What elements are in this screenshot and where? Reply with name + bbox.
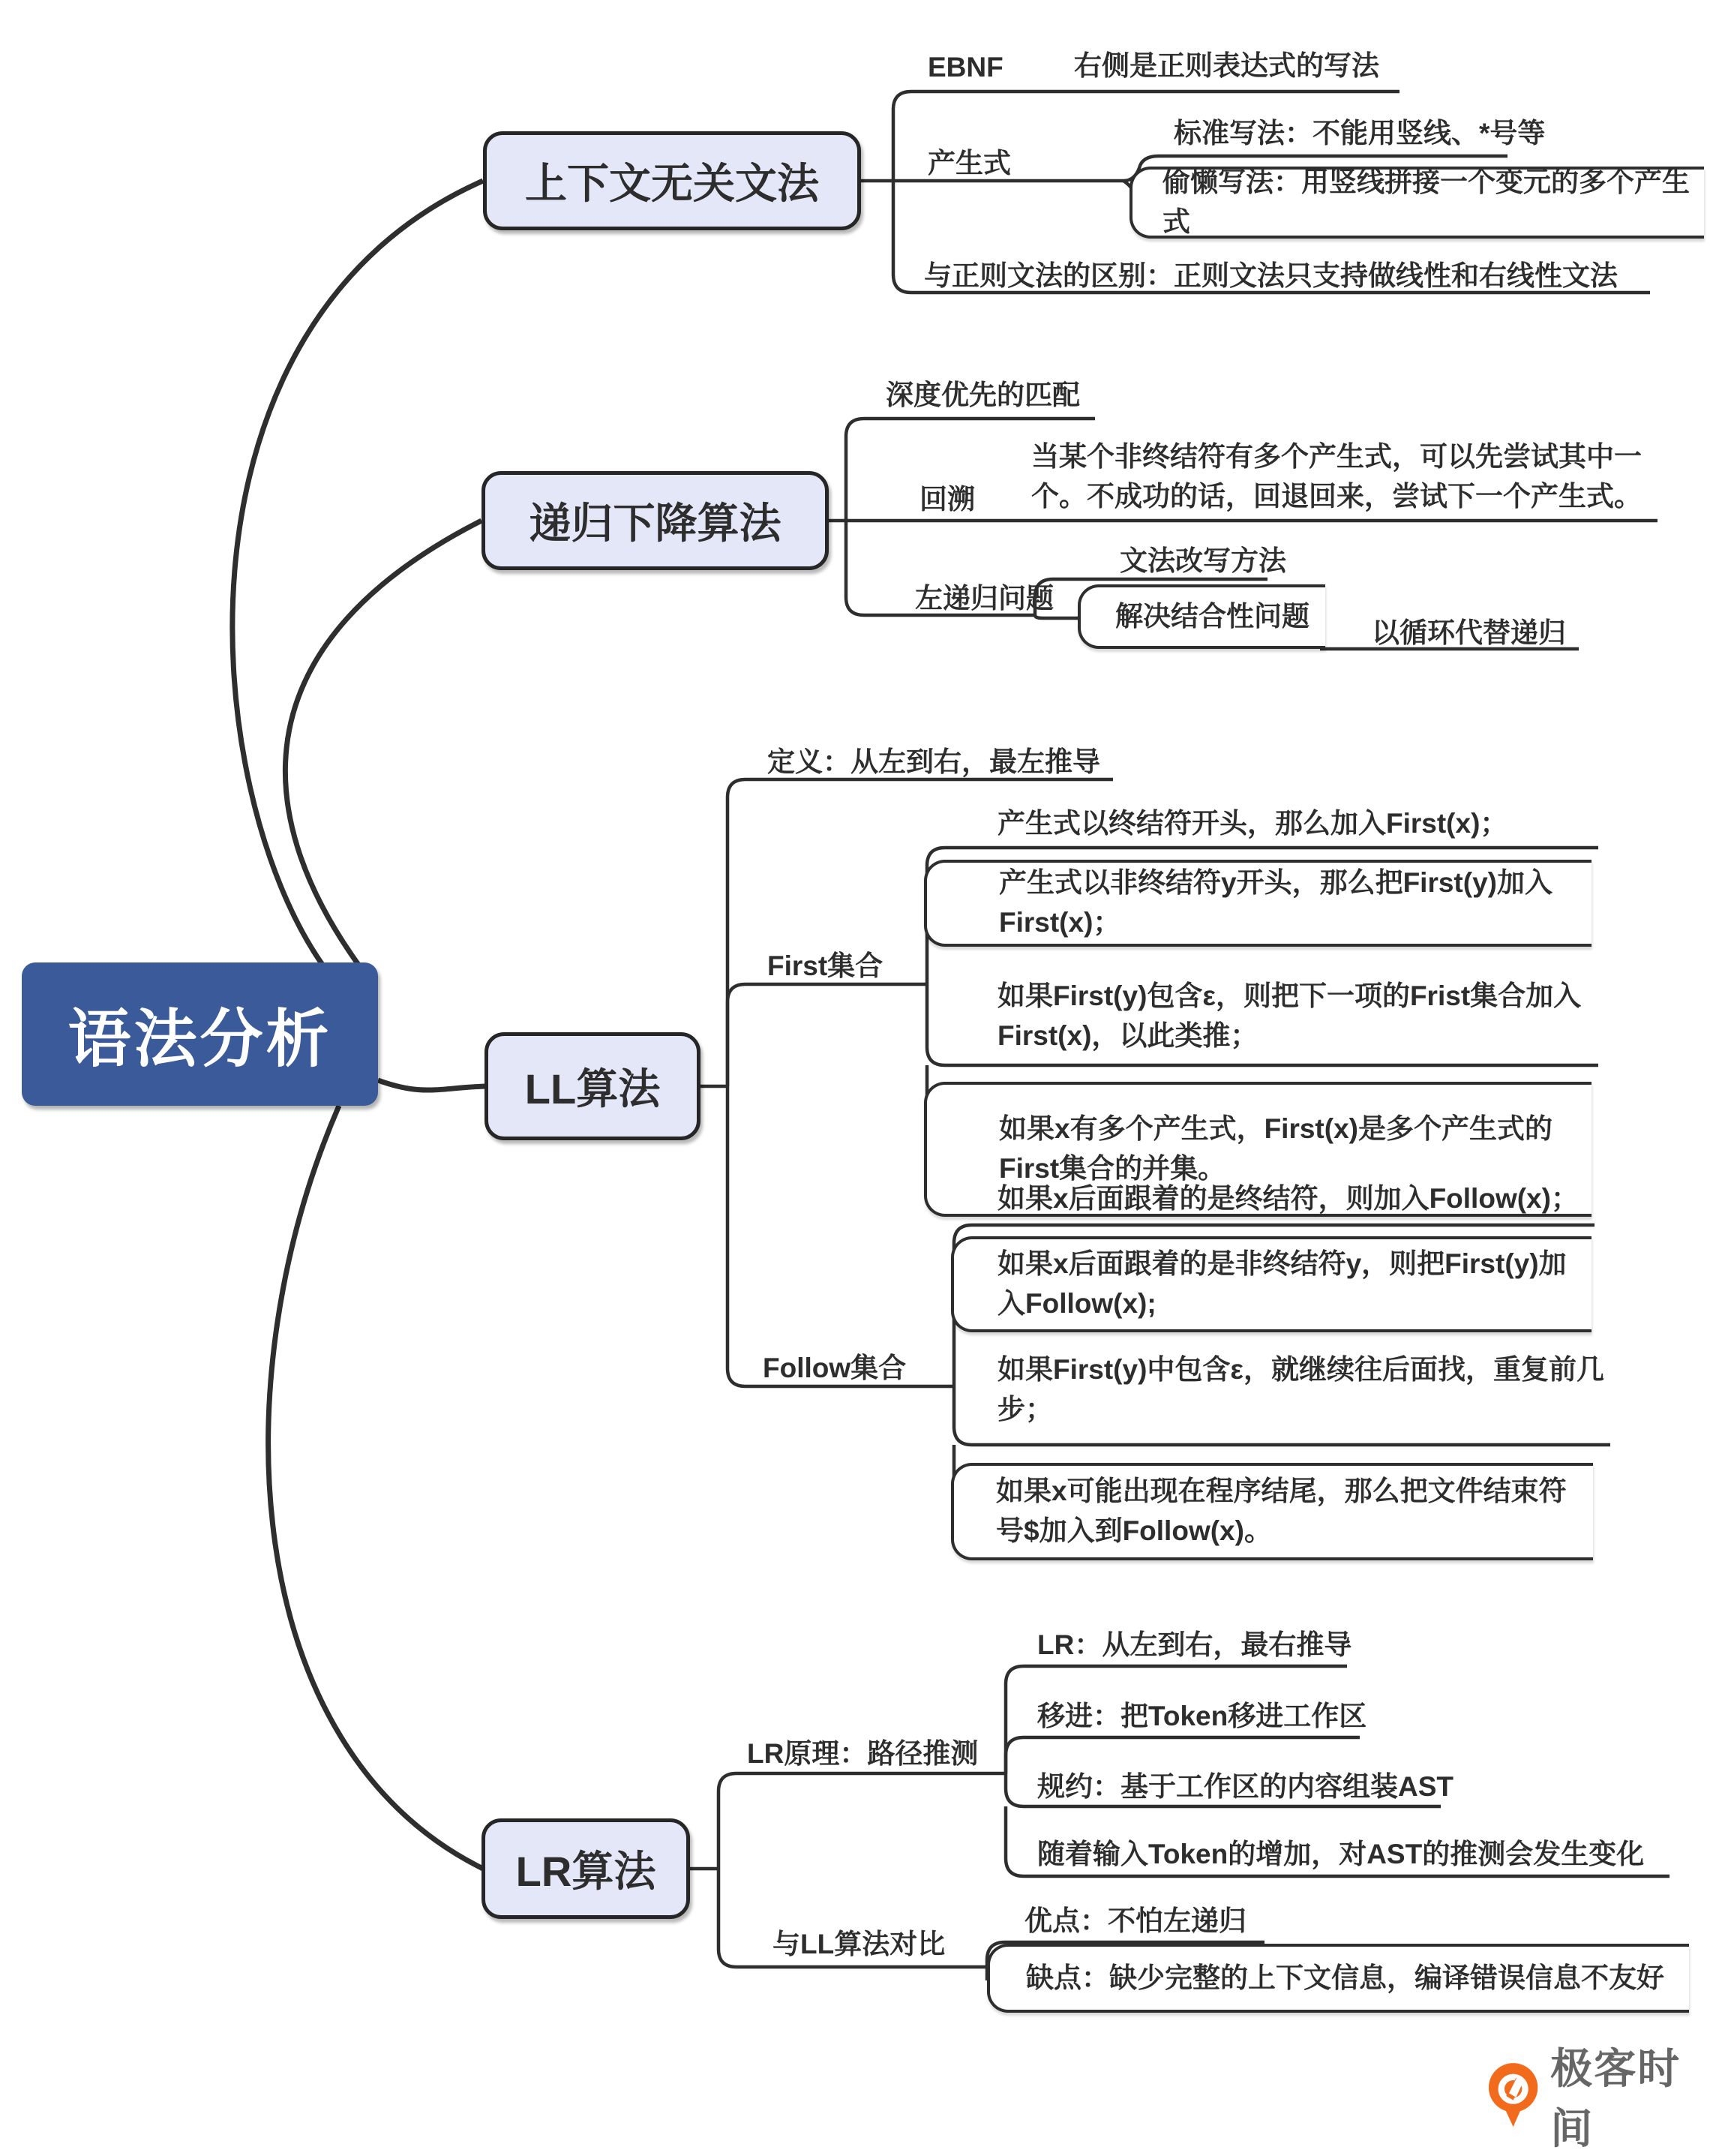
- node-production[interactable]: 产生式: [928, 148, 1011, 179]
- geektime-watermark: [1488, 2036, 1713, 2156]
- curve-root-to-recursive-descent: [285, 521, 482, 965]
- node-follow-rule-1[interactable]: 如果x后面跟着的是终结符，则加入Follow(x)；: [998, 1183, 1579, 1214]
- node-ll-definition[interactable]: 定义：从左到右，最左推导: [767, 746, 1100, 777]
- node-first-rule-4[interactable]: 如果x有多个产生式，First(x)是多个产生式的First集合的并集。: [924, 1082, 1592, 1217]
- node-ll-comparison[interactable]: 与LL算法对比: [772, 1929, 946, 1959]
- node-backtracking[interactable]: 回溯: [920, 484, 975, 515]
- node-lr-disadvantage[interactable]: 缺点：缺少完整的上下文信息，编译错误信息不友好: [987, 1944, 1689, 2013]
- node-regular-grammar-difference[interactable]: 与正则文法的区别：正则文法只支持做线性和右线性文法: [924, 260, 1618, 291]
- node-lazy-notation[interactable]: 偷懒写法：用竖线拼接一个变元的多个产生式: [1130, 167, 1704, 239]
- node-left-recursion[interactable]: 左递归问题: [915, 583, 1054, 614]
- geektime-logo-text: 极客时间: [1550, 2045, 1682, 2152]
- node-grammar-rewrite[interactable]: 文法改写方法: [1120, 545, 1286, 576]
- node-standard-notation[interactable]: 标准写法：不能用竖线、*号等: [1174, 118, 1546, 149]
- curve-root-to-lr: [268, 1106, 483, 1869]
- node-associativity[interactable]: 解决结合性问题: [1078, 584, 1325, 649]
- node-lr-principle[interactable]: LR原理：路径推测: [747, 1738, 979, 1769]
- topic-context-free-grammar[interactable]: 上下文无关文法: [483, 131, 861, 230]
- node-loop-instead-of-recursion[interactable]: 以循环代替递归: [1372, 617, 1566, 648]
- root-topic[interactable]: 语法分析: [22, 962, 378, 1106]
- topic-recursive-descent[interactable]: 递归下降算法: [482, 471, 829, 570]
- node-first-set[interactable]: First集合: [767, 950, 884, 981]
- node-follow-set[interactable]: Follow集合: [763, 1353, 907, 1383]
- node-depth-first-matching[interactable]: 深度优先的匹配: [886, 380, 1080, 410]
- topic-ll-algorithm[interactable]: LL算法: [484, 1032, 700, 1140]
- node-lr-definition[interactable]: LR：从左到右，最右推导: [1037, 1629, 1352, 1660]
- node-backtracking-detail[interactable]: 当某个非终结符有多个产生式，可以先尝试其中一个。不成功的话，回退回来，尝试下一个产生式。: [1031, 441, 1642, 512]
- node-follow-rule-3[interactable]: 如果First(y)中包含ε，就继续往后面找，重复前几步；: [998, 1354, 1604, 1425]
- geektime-logo-icon: [1488, 2060, 1538, 2132]
- curve-root-to-cfg: [232, 181, 483, 965]
- node-first-rule-1[interactable]: 产生式以终结符开头，那么加入First(x)；: [998, 808, 1508, 839]
- curve-root-to-ll: [378, 1080, 486, 1090]
- node-ebnf[interactable]: EBNF: [928, 52, 1004, 83]
- node-first-rule-3[interactable]: 如果First(y)包含ε，则把下一项的Frist集合加入First(x)，以此类推；: [998, 980, 1582, 1051]
- node-follow-rule-4[interactable]: 如果x可能出现在程序结尾，那么把文件结束符号$加入到Follow(x)。: [951, 1463, 1593, 1560]
- node-lr-shift[interactable]: 移进：把Token移进工作区: [1037, 1701, 1367, 1731]
- node-lr-ast-prediction[interactable]: 随着输入Token的增加，对AST的推测会发生变化: [1037, 1839, 1645, 1869]
- node-lr-reduce[interactable]: 规约：基于工作区的内容组装AST: [1037, 1771, 1454, 1802]
- node-ebnf-regex-note[interactable]: 右侧是正则表达式的写法: [1074, 50, 1379, 81]
- node-follow-rule-2[interactable]: 如果x后面跟着的是非终结符y，则把First(y)加入Follow(x);: [951, 1236, 1592, 1332]
- topic-lr-algorithm[interactable]: LR算法: [482, 1818, 690, 1919]
- node-lr-advantage[interactable]: 优点：不怕左递归: [1024, 1905, 1246, 1936]
- node-first-rule-2[interactable]: 产生式以非终结符y开头，那么把First(y)加入First(x)；: [924, 860, 1592, 947]
